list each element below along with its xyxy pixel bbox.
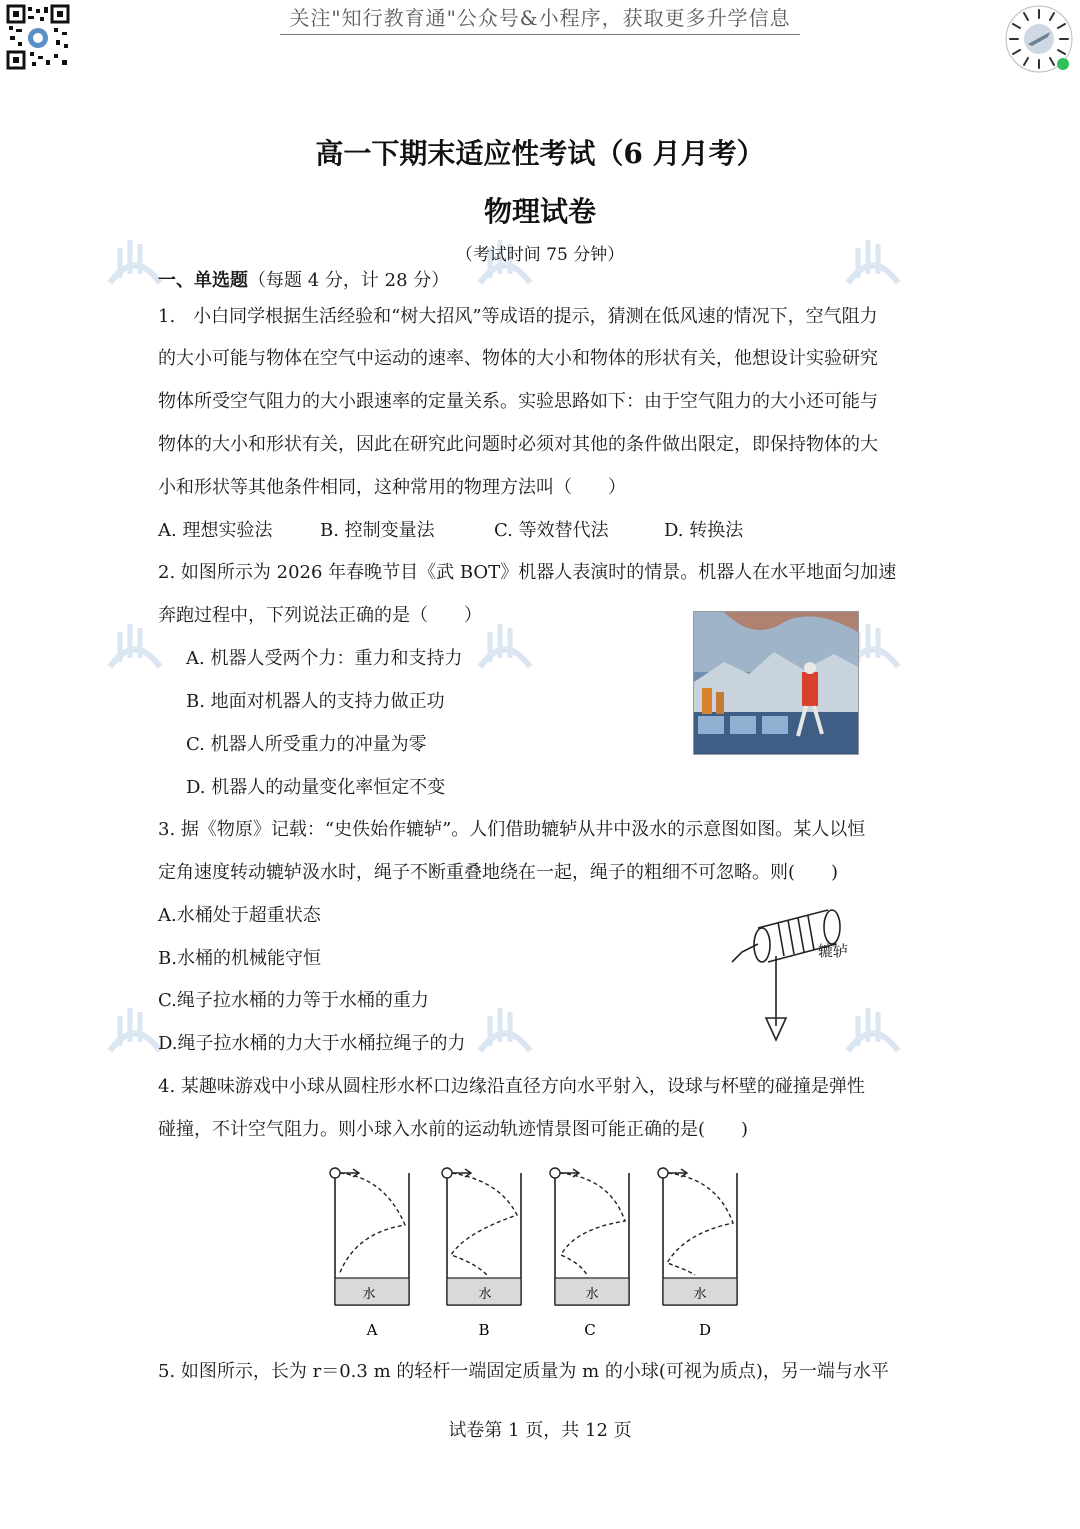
water-label: 水: [478, 1287, 492, 1302]
page-footer: 试卷第 1 页，共 12 页: [448, 1420, 632, 1441]
q3-option-d: D.绳子拉水桶的力大于水桶拉绳子的力: [158, 1033, 466, 1054]
q1-line: 物体的大小和形状有关，因此在研究此问题时必须对其他的条件做出限定，即保持物体的大: [158, 434, 878, 455]
panel-letter-a: A: [366, 1321, 378, 1339]
q3-line: 定角速度转动辘轳汲水时，绳子不断重叠地绕在一起，绳子的粗细不可忽略。则( ): [158, 862, 839, 883]
q2-line: 奔跑过程中，下列说法正确的是（ ）: [158, 605, 482, 626]
q1-option-c: C. 等效替代法: [494, 520, 609, 541]
trajectory-panel-b: [442, 1168, 521, 1339]
exam-subject: 物理试卷: [483, 195, 596, 228]
trajectory-panel-a: [330, 1168, 409, 1339]
trajectory-panel-c: [550, 1168, 629, 1339]
q3-option-a: A.水桶处于超重状态: [158, 905, 321, 926]
watermark-logo-icon: [470, 996, 540, 1066]
water-label: 水: [693, 1287, 707, 1302]
panel-letter-c: C: [584, 1321, 596, 1339]
water-label: 水: [362, 1287, 376, 1302]
section-note: （每题 4 分，计 28 分）: [248, 270, 450, 291]
q1-option-a: A. 理想实验法: [158, 520, 273, 541]
q3-option-b: B.水桶的机械能守恒: [158, 948, 321, 969]
q4-line: 4. 某趣味游戏中小球从圆柱形水杯口边缘沿直径方向水平射入，设球与杯壁的碰撞是弹性: [158, 1076, 865, 1097]
exam-title: 高一下期末适应性考试（6 月月考）: [315, 137, 765, 170]
water-label: 水: [585, 1287, 599, 1302]
q1-line: 物体所受空气阻力的大小跟速率的定量关系。实验思路如下：由于空气阻力的大小还可能与: [158, 391, 878, 412]
top-banner: [0, 0, 1080, 80]
banner-text: 关注"知行教育通"公众号&小程序，获取更多升学信息: [289, 6, 791, 30]
qr-code-icon: [6, 4, 70, 70]
q1-line: 小和形状等其他条件相同，这种常用的物理方法叫（ ）: [158, 477, 626, 498]
q5-line: 5. 如图所示，长为 r＝0.3 m 的轻杆一端固定质量为 m 的小球(可视为质点)，另一端与水平: [158, 1361, 889, 1382]
section-heading: [158, 268, 449, 294]
mini-program-code-icon: [1004, 4, 1074, 74]
q1-line: 1. 小白同学根据生活经验和“树大招风”等成语的提示，猜测在低风速的情况下，空气阻力: [158, 306, 878, 327]
q3-line: 3. 据《物原》记载：“史佚始作辘轳”。人们借助辘轳从井中汲水的示意图如图。某人以恒: [158, 819, 866, 840]
q2-option-d: D. 机器人的动量变化率恒定不变: [186, 777, 446, 798]
windlass-label: 辘轳: [818, 942, 849, 960]
q1-option-b: B. 控制变量法: [320, 520, 435, 541]
trajectory-options-diagram: [325, 1163, 745, 1343]
q1-options: [158, 518, 743, 544]
q3-option-c: C.绳子拉水桶的力等于水桶的重力: [158, 990, 429, 1011]
q1-line: 的大小可能与物体在空气中运动的速率、物体的大小和物体的形状有关，他想设计实验研究: [158, 348, 878, 369]
banner-divider: [280, 34, 800, 35]
q4-line: 碰撞，不计空气阻力。则小球入水前的运动轨迹情景图可能正确的是( ): [158, 1119, 749, 1140]
exam-duration: （考试时间 75 分钟）: [455, 245, 625, 265]
q2-option-c: C. 机器人所受重力的冲量为零: [186, 734, 427, 755]
panel-letter-d: D: [698, 1321, 712, 1339]
windlass-diagram: [728, 900, 868, 1060]
q2-option-b: B. 地面对机器人的支持力做正功: [186, 691, 445, 712]
panel-letter-b: B: [478, 1321, 490, 1339]
trajectory-panel-d: [658, 1168, 737, 1339]
q2-line: 2. 如图所示为 2026 年春晚节目《武 BOT》机器人表演时的情景。机器人在水平地面匀加速: [158, 562, 897, 583]
q2-option-a: A. 机器人受两个力：重力和支持力: [186, 648, 463, 669]
q1-option-d: D. 转换法: [664, 520, 744, 541]
robot-performance-photo: [693, 611, 859, 755]
section-title: 一、单选题: [158, 270, 248, 291]
